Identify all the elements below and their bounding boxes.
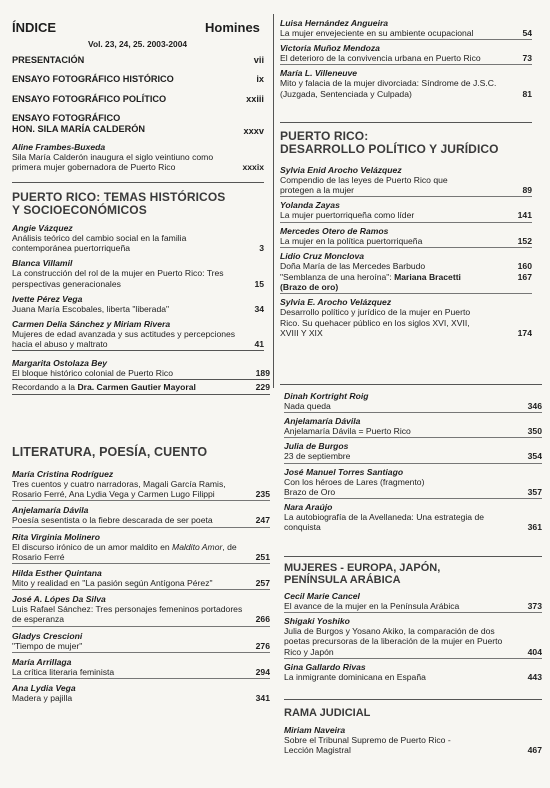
entry-title: Julia de Burgos y Yosano Akiko, la comparación de dos poetas precursoras de la liberación de la mujer en Puerto Rico y Japón [284, 626, 503, 657]
entry-title: 23 de septiembre [284, 451, 351, 462]
entry-title: Anjelamaría Dávila = Puerto Rico [284, 426, 411, 437]
entry-author: Ana Lydia Vega [12, 683, 76, 694]
entry-body[interactable] [280, 28, 532, 38]
divider [12, 182, 264, 183]
entry-author: María Arrillaga [12, 656, 72, 667]
entry-author: Luisa Hernández Angueira [280, 18, 389, 28]
page-number: vii [253, 55, 264, 65]
toc-title: ENSAYO FOTOGRÁFICO HISTÓRICO [12, 74, 174, 84]
list-item [280, 43, 532, 65]
bloque-entry [12, 358, 270, 392]
toc-ensayo-sila[interactable] [12, 113, 264, 135]
page-number: 167 [517, 272, 532, 283]
divider [12, 350, 264, 351]
section-heading-historicos [12, 191, 225, 216]
list-item [12, 683, 270, 703]
list-item [12, 294, 264, 314]
toc-presentacion[interactable] [12, 55, 264, 65]
entry-body[interactable] [12, 641, 270, 651]
page-number: xxiii [246, 94, 264, 104]
entry-title: Recordando a la [12, 382, 78, 393]
entry-body[interactable] [12, 152, 264, 172]
entry-body[interactable] [280, 175, 532, 195]
entry-body[interactable] [12, 667, 270, 677]
europa-list [284, 591, 542, 682]
entry-body[interactable] [12, 233, 264, 253]
entry-author: Yolanda Zayas [280, 200, 340, 211]
list-item [12, 223, 264, 253]
entry-title: Sila María Calderón inaugura el siglo veintiuno como primera mujer gobernadora de Puerto Rico [12, 152, 214, 173]
entry-author: Dinah Kortright Roig [284, 391, 369, 401]
page-number: 257 [255, 578, 270, 589]
entry-author: Carmen Delia Sánchez y Miriam Rivera [12, 319, 171, 330]
list-item [12, 258, 264, 288]
honoree-name: Dra. Carmen Gautier Mayoral [77, 382, 196, 393]
entry-title: El discurso irónico de un amor maldito en [12, 541, 173, 552]
entry-title: Desarrollo político y jurídico de la mujer en Puerto Rico. Su quehacer público en los siglos XVI, XVII, XVIII Y XIX [280, 307, 471, 338]
journal-name: Homines [205, 20, 260, 35]
section-heading-line2: PENÍNSULA ARÁBICA [284, 574, 401, 586]
entry-body[interactable] [12, 542, 270, 562]
entry-author: Ivette Pérez Vega [12, 293, 83, 304]
page-number: 54 [522, 28, 532, 38]
entry-author: Victoria Muñoz Mendoza [280, 43, 380, 54]
list-item [280, 226, 532, 248]
entry-body[interactable] [12, 578, 270, 588]
page-number: 467 [527, 745, 542, 756]
toc-title-line2: HON. SILA MARÍA CALDERÓN [12, 124, 146, 134]
entry-body[interactable] [280, 53, 532, 63]
entry-author: Shigaki Yoshiko [284, 616, 350, 627]
entry-title: Madera y pajilla [12, 693, 73, 704]
entry-author: Angie Vázquez [12, 223, 73, 233]
section-heading-line2: Y SOCIOECONÓMICOS [12, 202, 147, 217]
list-item [284, 416, 542, 438]
entry-title: La autobiografía de la Avellaneda: Una estrategia de conquista [284, 512, 485, 533]
list-item [284, 725, 542, 755]
entry-author: Cecil Marie Cancel [284, 591, 360, 601]
desarrollo-list [280, 165, 532, 338]
entry-author: Gina Gallardo Rivas [284, 661, 366, 672]
honoree-name: Mariana Bracetti [394, 272, 461, 283]
toc-ensayo-historico[interactable] [12, 74, 264, 84]
toc-title-line1: ENSAYO FOTOGRÁFICO [12, 113, 121, 123]
entry-body[interactable] [12, 479, 270, 499]
entry-author: Sylvia E. Arocho Velázquez [280, 297, 392, 308]
page-number: 361 [527, 522, 542, 533]
section-heading-literatura: LITERATURA, POESÍA, CUENTO [12, 445, 208, 459]
page-number: 251 [255, 551, 270, 562]
list-item [280, 200, 532, 222]
entry-title-end: , de Rosario Ferré [12, 541, 237, 562]
page-number: 15 [254, 278, 264, 289]
entry-author: Hilda Esther Quintana [12, 568, 102, 579]
entry-title: La mujer envejeciente en su ambiente ocupacional [280, 28, 474, 38]
section-heading-line1: PUERTO RICO: [280, 129, 369, 143]
entry-title: "Semblanza de una heroína": [280, 272, 395, 283]
entry-body[interactable] [284, 626, 542, 657]
list-item [280, 297, 532, 338]
page-number: 346 [527, 401, 542, 411]
list-item [280, 68, 532, 98]
page-number: 357 [527, 486, 542, 497]
list-item [284, 616, 542, 659]
page-number: 373 [527, 601, 542, 611]
entry-body[interactable] [284, 512, 542, 532]
list-item [284, 502, 542, 532]
toc-title: ENSAYO FOTOGRÁFICO POLÍTICO [12, 94, 167, 104]
list-item [284, 391, 542, 413]
list-item [284, 467, 542, 499]
entry-author: Nara Araújo [284, 502, 333, 513]
page-number: 354 [527, 451, 542, 462]
page-number: 266 [255, 614, 270, 625]
entry-author: Miriam Naveira [284, 725, 346, 735]
entry-title: Compendio de las leyes de Puerto Rico que protegen a la mujer [280, 175, 448, 196]
entry-title: Sobre el Tribunal Supremo de Puerto Rico - Lección Magistral [284, 735, 451, 756]
semblanza-entry[interactable] [280, 272, 532, 292]
entry-author: Gladys Crescioni [12, 630, 83, 641]
page-number: 160 [517, 260, 532, 271]
entry-title: Mito y realidad en "La pasión según Antígona Pérez" [12, 578, 213, 589]
list-item [284, 441, 542, 463]
page-number: 350 [527, 426, 542, 437]
entry-author: Julia de Burgos [284, 441, 349, 452]
page-number: 41 [254, 339, 264, 350]
historicos-list [12, 223, 264, 349]
entry-title: Doña María de las Mercedes Barbudo [280, 260, 426, 271]
page-number: xxxix [242, 162, 264, 173]
entry-body[interactable] [284, 735, 542, 755]
list-item [12, 631, 270, 653]
entry-body[interactable] [280, 78, 532, 98]
section-heading-desarrollo [280, 130, 499, 155]
page-number: 73 [522, 53, 532, 64]
entry-author: Anjelamaría Dávila [12, 505, 89, 516]
entry-body[interactable] [12, 268, 264, 288]
divider [280, 122, 532, 123]
divider [12, 394, 270, 395]
list-item [12, 594, 270, 626]
list-item [280, 165, 532, 197]
section-heading-judicial: RAMA JUDICIAL [284, 707, 371, 719]
entry-body[interactable] [284, 477, 542, 497]
literatura-list [12, 469, 270, 703]
list-item [280, 18, 532, 40]
entry-title: Juana María Escobales, liberta "liberada" [12, 303, 170, 314]
judicial-list [284, 725, 542, 755]
entry-body[interactable] [280, 236, 532, 246]
entry-title: Luis Rafael Sánchez: Tres personajes femeninos portadores de esperanza [12, 604, 243, 625]
entry-title: La construcción del rol de la mujer en Puerto Rico: Tres perspectivas generacionales [12, 268, 224, 289]
entry-author: Lidio Cruz Monclova [280, 250, 365, 261]
right-lit-list [284, 391, 542, 532]
entry-body[interactable] [12, 368, 270, 380]
entry-author: Anjelamaría Dávila [284, 416, 361, 427]
page-number: 341 [255, 693, 270, 704]
entry-author: Aline Frambes-Buxeda [12, 142, 106, 152]
divider [284, 556, 542, 557]
page-number: 34 [254, 303, 264, 314]
section-heading-line1: MUJERES - EUROPA, JAPÓN, [284, 562, 441, 574]
entry-body[interactable] [280, 210, 532, 220]
entry-title: "Tiempo de mujer" [12, 640, 83, 651]
page-number: 443 [527, 671, 542, 682]
entry-author: José Manuel Torres Santiago [284, 466, 404, 477]
page-number: xxxv [243, 126, 264, 136]
page-number: ix [256, 74, 264, 84]
entry-body[interactable] [12, 304, 264, 314]
page-number: 141 [517, 210, 532, 221]
entry-author: Sylvia Enid Arocho Velázquez [280, 165, 402, 175]
entry-title: Mito y falacia de la mujer divorciada: Síndrome de J.S.C. (Juzgada, Sentenciada y Culpada) [280, 78, 497, 99]
page-number: 3 [259, 243, 264, 254]
entry-body[interactable] [12, 604, 270, 624]
right-top-list [280, 18, 532, 99]
entry-author: Mercedes Otero de Ramos [280, 225, 389, 236]
section-heading-line1: PUERTO RICO: TEMAS HISTÓRICOS [12, 190, 226, 204]
entry-author: Rita Virginia Molinero [12, 531, 101, 542]
entry-body[interactable] [284, 426, 542, 436]
index-title: ÍNDICE [12, 20, 57, 35]
toc-ensayo-politico[interactable] [12, 94, 264, 104]
entry-author: Blanca Villamil [12, 258, 73, 269]
recordando-entry[interactable] [12, 382, 270, 392]
page-number: 152 [517, 235, 532, 246]
entry-body[interactable] [12, 329, 264, 349]
volume-label: Vol. 23, 24, 25. 2003-2004 [88, 39, 188, 49]
page-number: 229 [255, 382, 270, 393]
list-item [12, 505, 270, 527]
intro-entry [12, 142, 264, 172]
page-number: 294 [255, 666, 270, 677]
entry-body[interactable] [280, 261, 532, 271]
list-item [12, 568, 270, 590]
page-number: 174 [517, 327, 532, 338]
entry-author: María L. Villeneuve [280, 68, 358, 79]
entry-author: José A. Lópes Da Silva [12, 594, 106, 605]
section-heading-line2: DESARROLLO POLÍTICO Y JURÍDICO [280, 141, 499, 156]
list-item [12, 657, 270, 679]
entry-body[interactable] [280, 307, 532, 338]
entry-title: Nada queda [284, 401, 331, 411]
entry-author: Margarita Ostolaza Bey [12, 358, 108, 368]
list-item [12, 469, 270, 501]
list-item [284, 662, 542, 682]
page-number: 247 [255, 515, 270, 526]
honoree-alias: (Brazo de oro) [280, 282, 339, 293]
list-item [284, 591, 542, 613]
work-title: Maldito Amor [172, 541, 223, 552]
list-item [12, 532, 270, 564]
list-item [280, 251, 532, 295]
entry-body[interactable] [284, 601, 542, 611]
page-number: 235 [255, 489, 270, 500]
entry-title: La crítica literaria feminista [12, 666, 115, 677]
page-number: 189 [255, 368, 270, 378]
page-number: 404 [527, 646, 542, 657]
entry-title: El bloque histórico colonial de Puerto Rico [12, 368, 173, 378]
divider [284, 699, 542, 700]
entry-title: El avance de la mujer en la Península Arábica [284, 601, 460, 611]
entry-title: La mujer en la política puertorriqueña [280, 235, 423, 246]
entry-body[interactable] [284, 451, 542, 461]
column-divider [273, 14, 274, 388]
entry-title: Mujeres de edad avanzada y sus actitudes y percepciones hacia el abuso y maltrato [12, 329, 236, 350]
list-item [12, 319, 264, 349]
entry-title: La mujer puertorriqueña como líder [280, 210, 415, 221]
entry-body[interactable] [12, 693, 270, 703]
entry-body[interactable] [284, 672, 542, 682]
entry-body[interactable] [284, 401, 542, 411]
page-number: 81 [522, 88, 532, 99]
entry-title: Poesía sesentista o la fiebre descarada de ser poeta [12, 515, 213, 526]
entry-body[interactable] [12, 515, 270, 525]
entry-title: Con los héroes de Lares (fragmento) Brazo de Oro [284, 476, 425, 497]
entry-title: Tres cuentos y cuatro narradoras, Magali García Ramis, Rosario Ferré, Ana Lydia Vega y Carmen Lugo Filippi [12, 479, 226, 500]
toc-title: PRESENTACIÓN [12, 55, 85, 65]
entry-title: El deterioro de la convivencia urbana en Puerto Rico [280, 53, 481, 64]
divider [280, 384, 542, 385]
page-number: 89 [522, 185, 532, 196]
section-heading-europa [284, 562, 440, 586]
entry-title: Análisis teórico del cambio social en la familia contemporánea puertorriqueña [12, 233, 187, 254]
entry-title: La inmigrante dominicana en España [284, 671, 426, 682]
entry-author: María Cristina Rodríguez [12, 469, 114, 479]
page-number: 276 [255, 640, 270, 651]
